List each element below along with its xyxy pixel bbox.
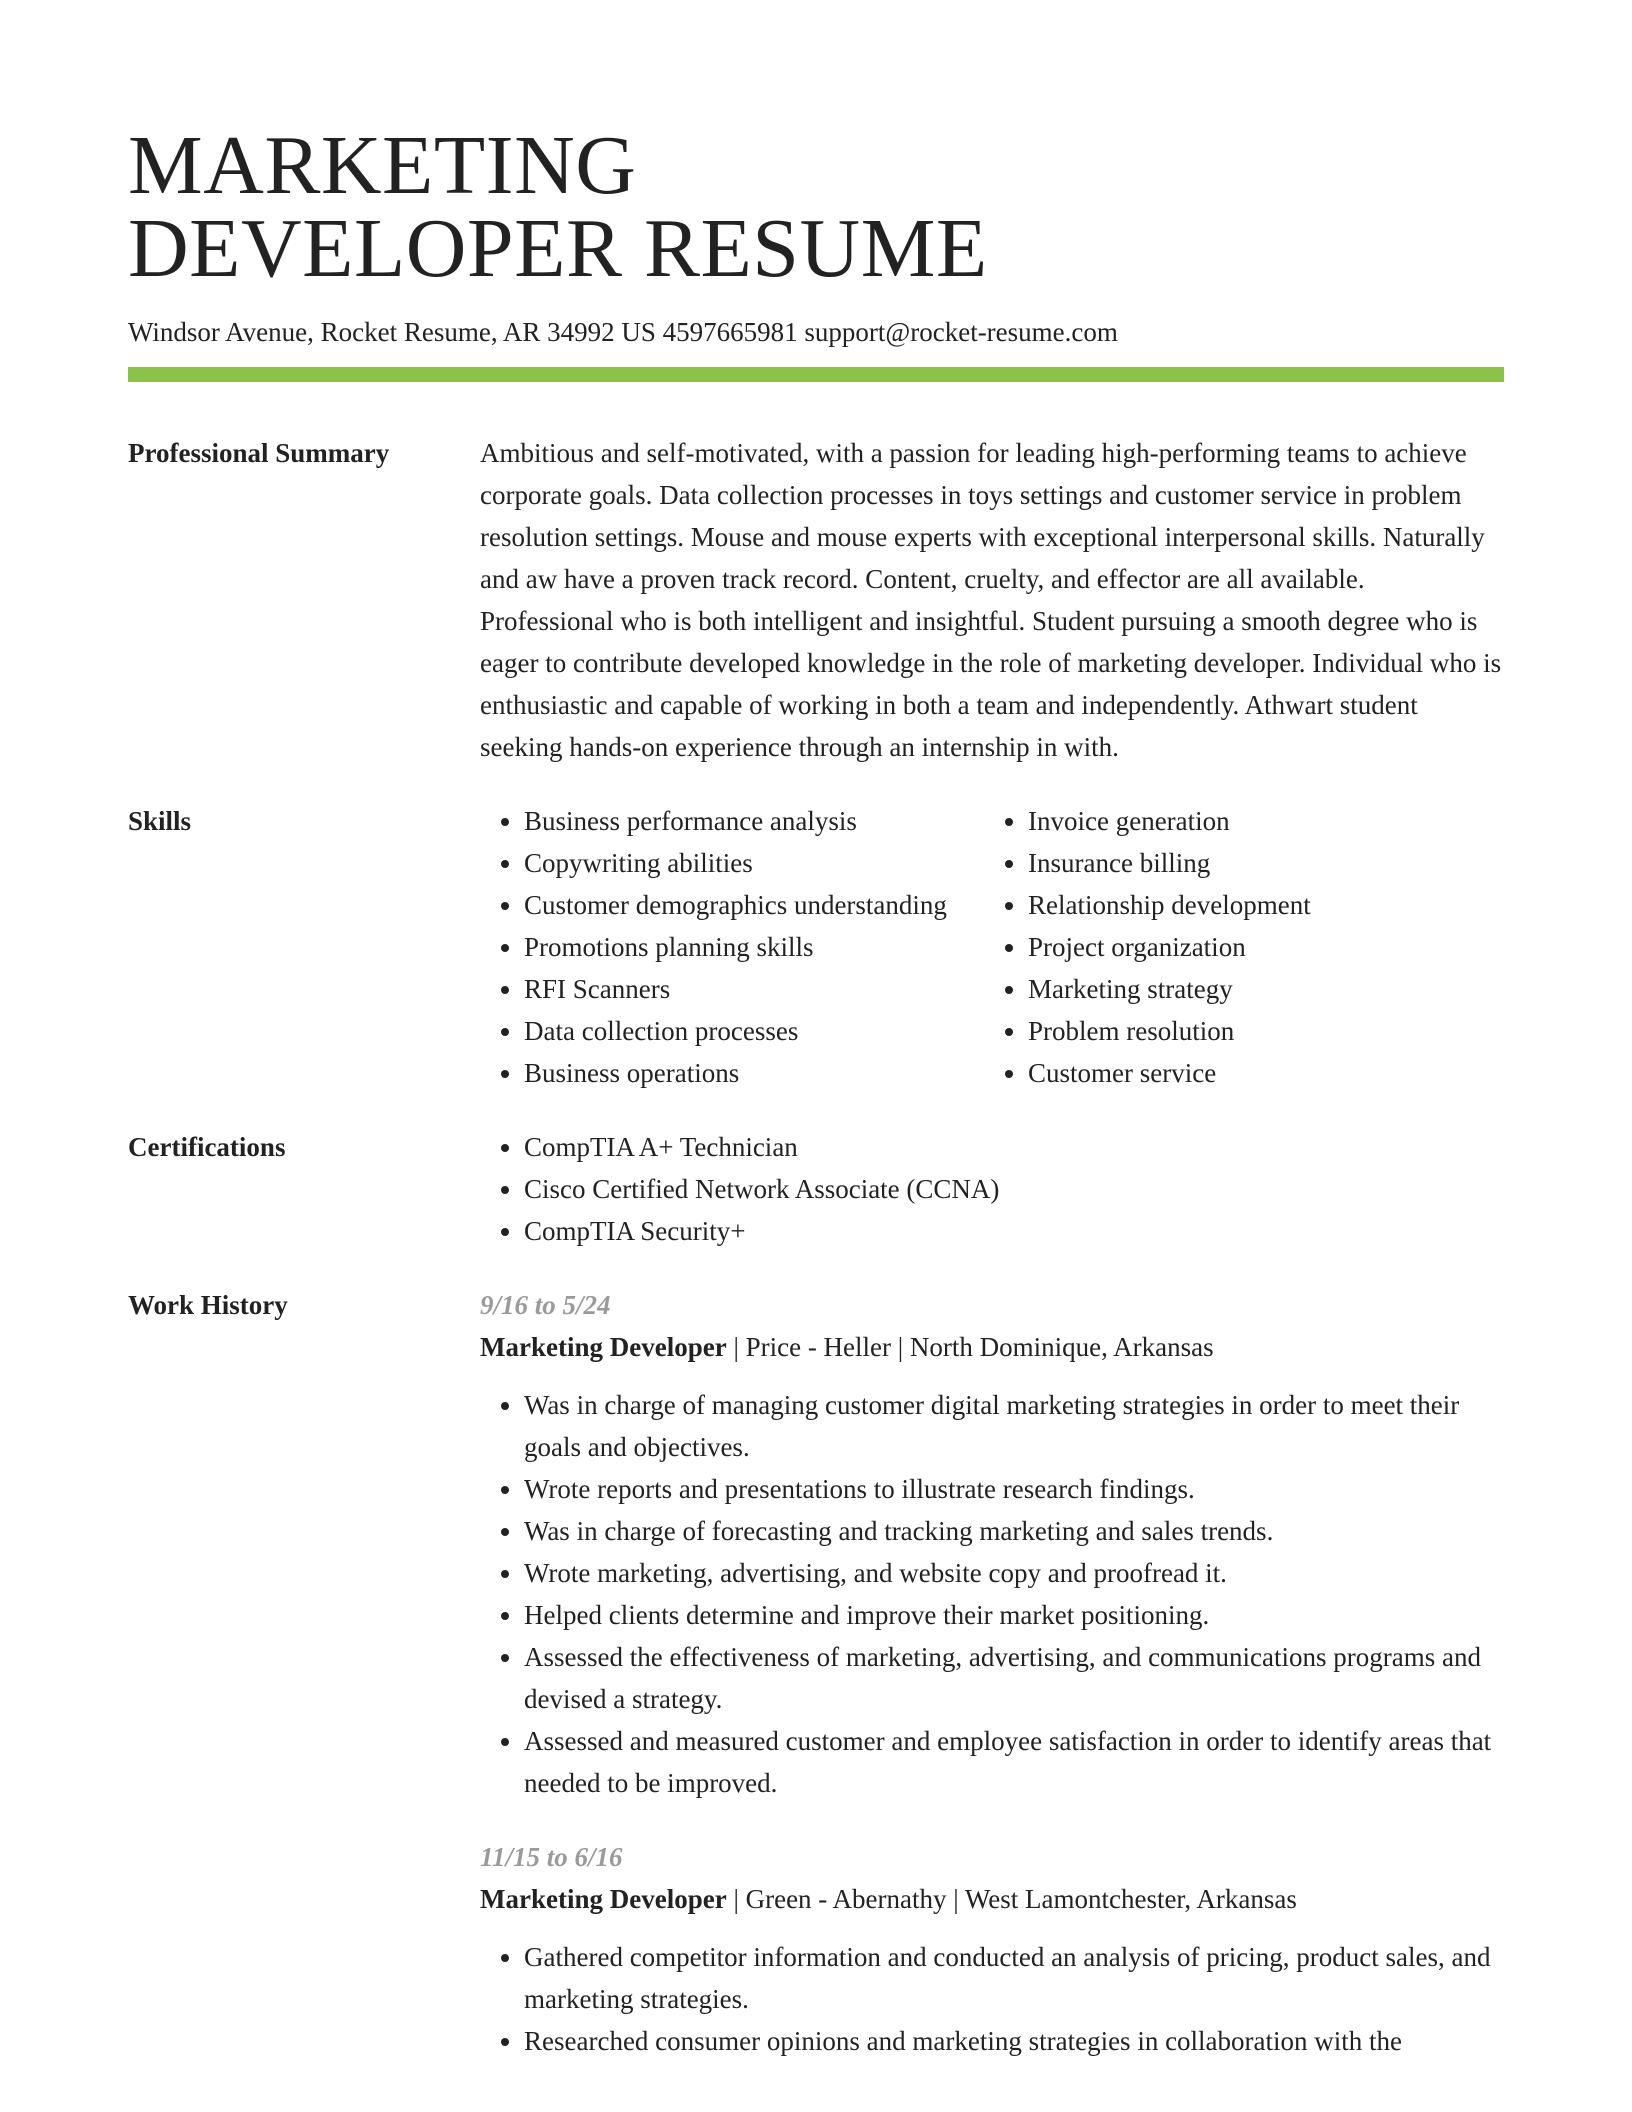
- skill-item: • Relationship development: [1028, 884, 1504, 926]
- resume-title: [128, 0, 1504, 295]
- skill-item: • Customer service: [1028, 1052, 1504, 1094]
- job-heading: [480, 1878, 1504, 1920]
- resume-page: [128, 0, 1504, 2062]
- job-details: | Green - Abernathy | West Lamontchester, Arkansas: [726, 1884, 1297, 1914]
- certification-item: • CompTIA A+ Technician: [524, 1126, 1504, 1168]
- job-title: Marketing Developer: [480, 1332, 727, 1362]
- skills-heading: Skills: [128, 806, 192, 836]
- job-entry: [480, 1836, 1504, 2062]
- job-dates: 11/15 to 6/16: [480, 1842, 623, 1872]
- certifications-body: [480, 1126, 1504, 1252]
- skill-item: • Problem resolution: [1028, 1010, 1504, 1052]
- skill-item: • Business performance analysis: [524, 800, 984, 842]
- job-bullet: • Gathered competitor information and conducted an analysis of pricing, product sales, and marketing strategies.: [524, 1936, 1504, 2020]
- skill-item: • Invoice generation: [1028, 800, 1504, 842]
- skill-item: • Insurance billing: [1028, 842, 1504, 884]
- job-entry: [480, 1284, 1504, 1804]
- skill-item: • Copywriting abilities: [524, 842, 984, 884]
- skill-item: • Promotions planning skills: [524, 926, 984, 968]
- work-history-section: [128, 1284, 1504, 2062]
- title-line-1: MARKETING: [128, 119, 637, 212]
- skill-item: • Data collection processes: [524, 1010, 984, 1052]
- summary-heading: Professional Summary: [128, 438, 390, 468]
- summary-section: [128, 432, 1504, 768]
- certifications-section: [128, 1126, 1504, 1252]
- skill-item: • Business operations: [524, 1052, 984, 1094]
- skills-list: [480, 800, 1504, 1094]
- title-line-2: DEVELOPER RESUME: [128, 202, 988, 295]
- job-dates: 9/16 to 5/24: [480, 1290, 611, 1320]
- job-bullet: • Assessed the effectiveness of marketing, advertising, and communications programs and devised a strategy.: [524, 1636, 1504, 1720]
- summary-body: [480, 432, 1504, 768]
- skill-item: • RFI Scanners: [524, 968, 984, 1010]
- skills-column-2: [984, 800, 1504, 1094]
- job-bullet: • Was in charge of forecasting and tracking marketing and sales trends.: [524, 1510, 1504, 1552]
- job-heading: [480, 1326, 1504, 1368]
- header-divider: [128, 367, 1504, 382]
- certification-item: • CompTIA Security+: [524, 1210, 1504, 1252]
- certification-item: • Cisco Certified Network Associate (CCNA): [524, 1168, 1504, 1210]
- contact-line: Windsor Avenue, Rocket Resume, AR 34992 US 4597665981 support@rocket-resume.com: [128, 317, 1118, 347]
- job-bullet: • Helped clients determine and improve their market positioning.: [524, 1594, 1504, 1636]
- job-title: Marketing Developer: [480, 1884, 727, 1914]
- job-bullet: • Was in charge of managing customer digital marketing strategies in order to meet their goals and objectives.: [524, 1384, 1504, 1468]
- certifications-heading: Certifications: [128, 1132, 286, 1162]
- skill-item: • Marketing strategy: [1028, 968, 1504, 1010]
- skill-item: • Project organization: [1028, 926, 1504, 968]
- work-history-heading: Work History: [128, 1290, 288, 1320]
- job-bullet: • Wrote marketing, advertising, and website copy and proofread it.: [524, 1552, 1504, 1594]
- job-bullet: • Researched consumer opinions and marketing strategies in collaboration with the: [524, 2020, 1504, 2062]
- skills-section: [128, 800, 1504, 1094]
- job-details: | Price - Heller | North Dominique, Arkansas: [726, 1332, 1214, 1362]
- job-bullet: • Assessed and measured customer and employee satisfaction in order to identify areas that needed to be improved.: [524, 1720, 1504, 1804]
- job-bullets: [480, 1936, 1504, 2062]
- job-bullets: [480, 1384, 1504, 1804]
- work-history-body: [480, 1284, 1504, 2062]
- job-bullet: • Wrote reports and presentations to illustrate research findings.: [524, 1468, 1504, 1510]
- skills-column-1: [480, 800, 984, 1094]
- certifications-list: [480, 1126, 1504, 1252]
- summary-text: Ambitious and self-motivated, with a passion for leading high-performing teams to achieve corporate goals. Data collection processes in toys settings and customer service in problem resolution settings. Mouse and mouse experts with exceptional interpersonal skills. Naturally and aw have a proven track record. Content, cruelty, and effector are all available. Professional who is both intelligent and insightful. Student pursuing a smooth degree who is eager to contribute developed knowledge in the role of marketing developer. Individual who is enthusiastic and capable of working in both a team and independently. Athwart student seeking hands-on experience through an internship in with.: [480, 438, 1502, 762]
- skill-item: • Customer demographics understanding: [524, 884, 984, 926]
